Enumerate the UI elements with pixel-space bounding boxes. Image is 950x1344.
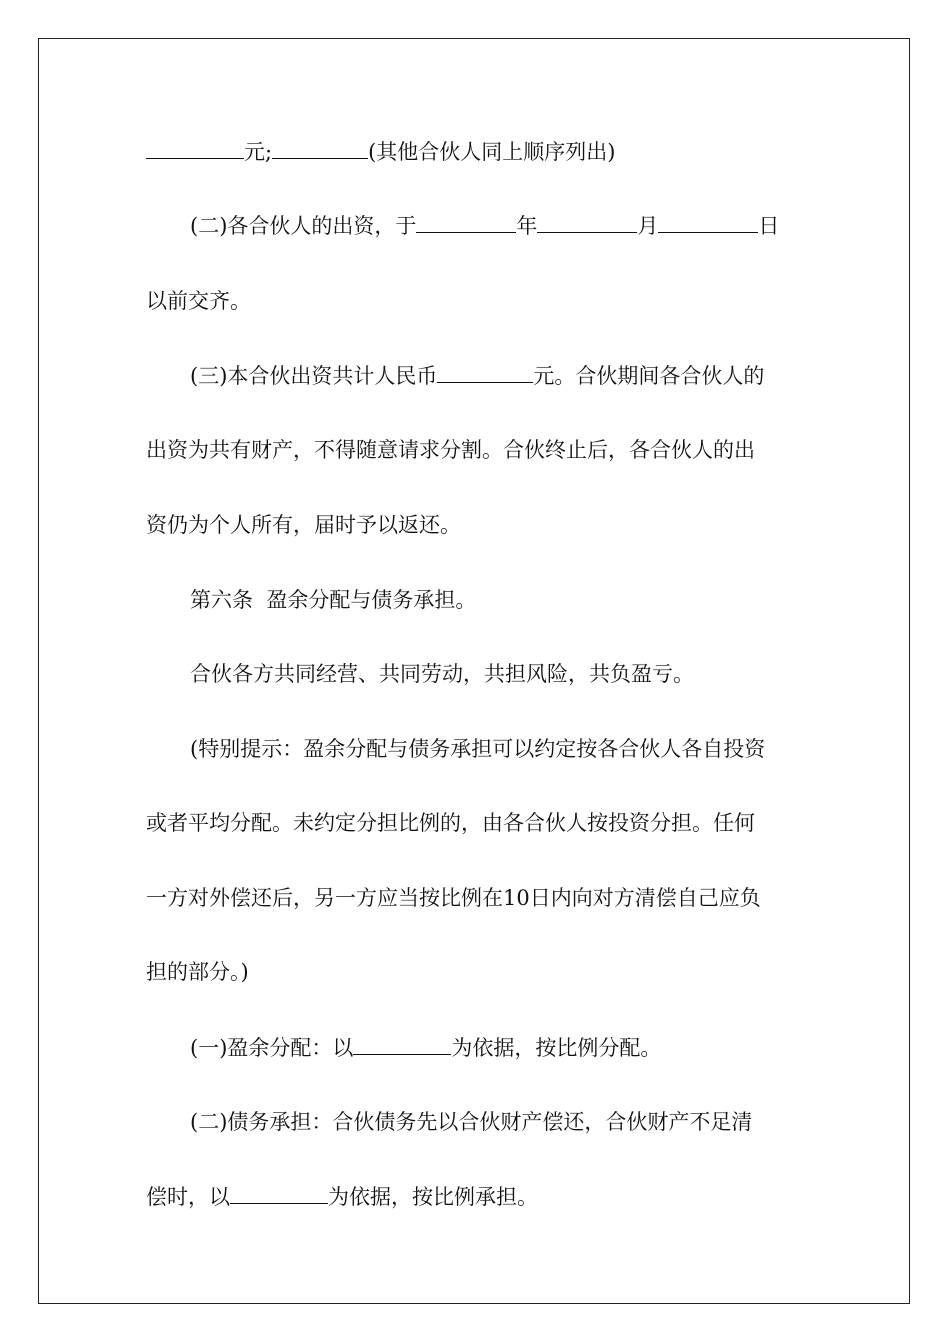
year-blank[interactable] xyxy=(416,212,516,233)
text-segment: 月 xyxy=(637,214,659,238)
paragraph-line: 以前交齐。 xyxy=(146,289,251,313)
paragraph-line: 合伙各方共同经营、共同劳动，共担风险，共负盈亏。 xyxy=(190,662,694,686)
text-segment: 偿时，以 xyxy=(146,1185,230,1209)
text-segment: (一)盈余分配：以 xyxy=(190,1036,354,1060)
profit-basis-blank[interactable] xyxy=(353,1034,451,1055)
text-segment: (三)本合伙出资共计人民币 xyxy=(190,364,438,388)
paragraph-line: 担的部分。) xyxy=(146,960,249,984)
text-segment: (二)各合伙人的出资，于 xyxy=(190,214,417,238)
text-segment: 元; xyxy=(244,140,273,164)
paragraph-line: 或者平均分配。未约定分担比例的，由各合伙人按投资分担。任何 xyxy=(146,811,755,835)
text-segment: 元。合伙期间各合伙人的 xyxy=(533,364,765,388)
paragraph-line: 出资为共有财产，不得随意请求分割。合伙终止后，各合伙人的出 xyxy=(146,438,755,462)
day-blank[interactable] xyxy=(658,212,758,233)
amount-blank[interactable] xyxy=(146,138,244,159)
paragraph-line: 资仍为个人所有，届时予以返还。 xyxy=(146,513,461,537)
total-contribution-line xyxy=(190,361,806,391)
text-segment: (其他合伙人同上顺序列出) xyxy=(368,140,616,164)
payment-date-line xyxy=(190,211,806,241)
text-segment: 为依据，按比例承担。 xyxy=(328,1185,538,1209)
article-heading: 第六条 盈余分配与债务承担。 xyxy=(190,588,477,612)
profit-distribution-line xyxy=(190,1033,806,1063)
partner-blank[interactable] xyxy=(272,138,368,159)
paragraph-line: 一方对外偿还后，另一方应当按比例在10日内向对方清偿自己应负 xyxy=(146,886,761,910)
debt-basis-blank[interactable] xyxy=(230,1183,328,1204)
paragraph-line: (二)债务承担：合伙债务先以合伙财产偿还，合伙财产不足清 xyxy=(190,1110,753,1134)
paragraph-line: (特别提示：盈余分配与债务承担可以约定按各合伙人各自投资 xyxy=(190,737,766,761)
text-segment: 日 xyxy=(758,214,780,238)
contribution-amount-line xyxy=(146,137,806,167)
total-amount-blank[interactable] xyxy=(437,362,533,383)
month-blank[interactable] xyxy=(537,212,637,233)
debt-bearing-line xyxy=(146,1182,806,1212)
text-segment: 年 xyxy=(516,214,538,238)
text-segment: 为依据，按比例分配。 xyxy=(451,1036,662,1060)
